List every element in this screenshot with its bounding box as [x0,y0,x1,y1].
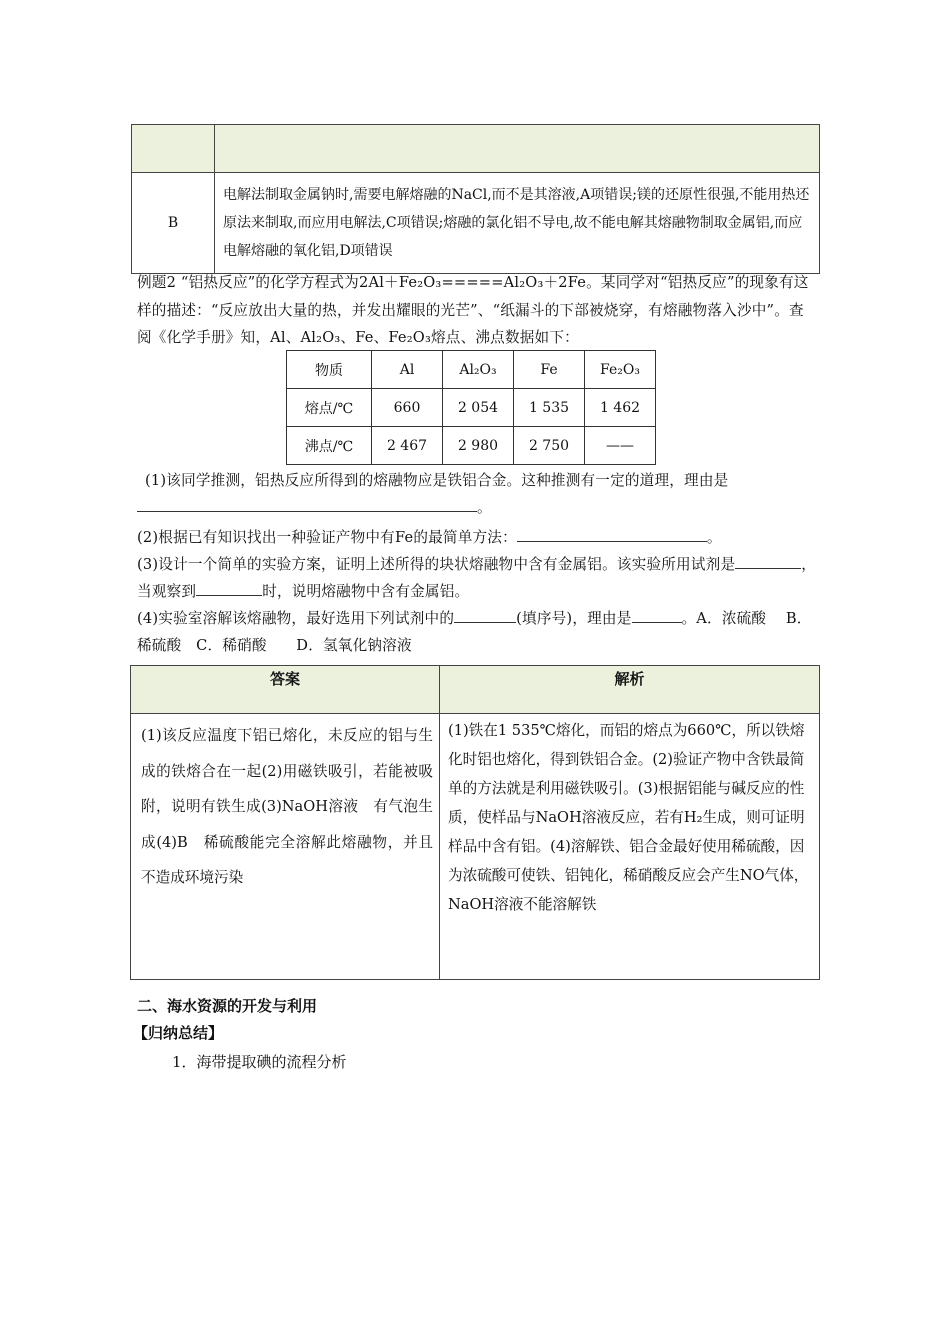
list-item: 1．海带提取碘的流程分析 [172,1053,347,1071]
section-title: 二、海水资源的开发与利用 [137,997,318,1015]
table-cell: 2 054 [443,389,514,427]
header-cell: Fe₂O₃ [585,351,656,389]
table-cell: —— [585,427,656,465]
answer-analysis-table [130,665,820,980]
question-2-end: 。 [706,529,722,546]
question-4-text-b: (填序号)，理由是 [516,610,632,627]
table-row [131,714,820,980]
table-cell: 1 462 [585,389,656,427]
explanation-cell: (1)铁在1 535℃熔化，而铝的熔点为660℃，所以铁熔化时铝也熔化，得到铁铝合金。(2)验证产物中含铁最简单的方法就是利用磁铁吸引。(3)根据铝能与碱反应的性质，使样品与NaOH溶液反应，若有H₂生成，则可证明样品中含有铝。(4)溶解铁、铝合金最好使用稀硫酸，因为浓硫酸可使铁、铝钝化，稀硝酸反应会产生NO气体，NaOH溶液不能溶解铁 [440,714,820,980]
header-cell: Fe [514,351,585,389]
question-2-text: (2)根据已有知识找出一种验证产物中有Fe的最简单方法： [137,529,517,546]
question-3-text-b: ，当观察到 [137,556,817,600]
answer-blank [196,579,262,596]
question-3 [137,551,819,605]
table-cell: 2 750 [514,427,585,465]
table-header-row [287,351,656,389]
melting-boiling-table [286,350,656,465]
table-cell: 660 [372,389,443,427]
answer-blank [632,606,682,623]
answer-cell: B [132,173,215,274]
question-4-text-a: (4)实验室溶解该熔融物，最好选用下列试剂中的 [137,610,455,627]
header-cell-empty [215,125,820,173]
answer-cell: (1)该反应温度下铝已熔化，未反应的铝与生成的铁熔合在一起(2)用磁铁吸引，若能被吸附，说明有铁生成(3)NaOH溶液 有气泡生成(4)B 稀硫酸能完全溶解此熔融物，并且不造成环境污染 [131,714,440,980]
answer-table-top [131,124,820,274]
answer-blank [137,495,477,512]
answer-blank [517,525,707,542]
question-3-text-c: 时，说明熔融物中含有金属铝。 [262,583,470,600]
header-cell-empty [132,125,215,173]
summary-heading: 【归纳总结】 [133,1024,224,1042]
question-1 [137,467,819,521]
question-1-end: 。 [477,499,492,516]
table-header-row [132,125,820,173]
question-3-text-a: (3)设计一个简单的实验方案，证明上述所得的块状熔融物中含有金属铝。该实验所用试剂是 [137,556,736,573]
table-cell: 2 980 [443,427,514,465]
row-label: 沸点/℃ [287,427,372,465]
table-cell: 2 467 [372,427,443,465]
explanation-cell: 电解法制取金属钠时,需要电解熔融的NaCl,而不是其溶液,A项错误;镁的还原性很强,不能用热还原法来制取,而应用电解法,C项错误;熔融的氯化铝不导电,故不能电解其熔融物制取金属铝,而应电解熔融的氧化铝,D项错误 [215,173,820,274]
header-explanation: 解析 [440,666,820,714]
answer-blank [735,552,801,569]
row-label: 熔点/℃ [287,389,372,427]
table-row [132,173,820,274]
question-4 [137,605,819,659]
question-1-text: (1)该同学推测，铝热反应所得到的熔融物应是铁铝合金。这种推测有一定的道理，理由是 [145,472,729,489]
header-cell: Al₂O₃ [443,351,514,389]
header-answer: 答案 [131,666,440,714]
question-4-text-c: 。A．浓硫酸 B．稀硫酸 C．稀硝酸 D．氢氧化钠溶液 [137,610,812,654]
table-row [287,389,656,427]
answer-blank [454,606,516,623]
table-header-row [131,666,820,714]
table-cell: 1 535 [514,389,585,427]
question-2 [137,524,819,551]
header-cell: 物质 [287,351,372,389]
table-row [287,427,656,465]
example-paragraph: 例题2 “铝热反应”的化学方程式为2Al＋Fe₂O₃=====Al₂O₃＋2Fe。某同学对“铝热反应”的现象有这样的描述：“反应放出大量的热，并发出耀眼的光芒”、“纸漏斗的下部被烧穿，有熔融物落入沙中”。查阅《化学手册》知，Al、Al₂O₃、Fe、Fe₂O₃熔点、沸点数据如下： [137,274,809,346]
header-cell: Al [372,351,443,389]
